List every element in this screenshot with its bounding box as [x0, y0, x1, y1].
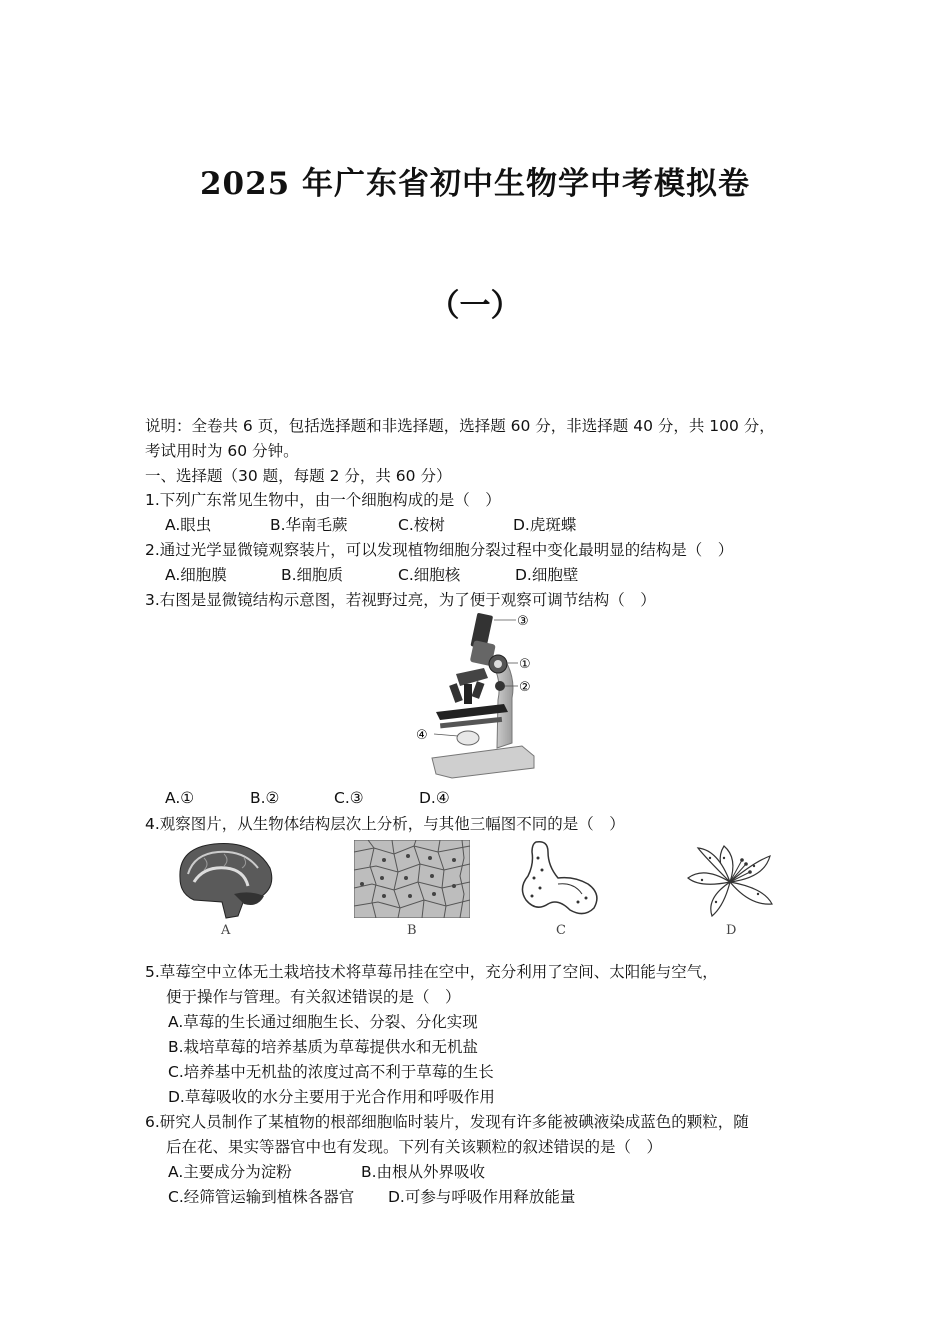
q6-option-c[interactable]: C.经筛管运输到植株各器官 — [168, 1188, 355, 1206]
fig4-caption-d: D — [726, 923, 737, 938]
q1-option-b[interactable]: B.华南毛蕨 — [270, 516, 348, 534]
microscope-label-1: ① — [519, 657, 531, 672]
q1-option-a[interactable]: A.眼虫 — [165, 516, 212, 534]
q5-option-d[interactable]: D.草莓吸收的水分主要用于光合作用和呼吸作用 — [168, 1088, 495, 1106]
brain-figure — [174, 838, 278, 920]
q6-stem-line-2: 后在花、果实等器官中也有发现。下列有关该颗粒的叙述错误的是（ ） — [166, 1138, 663, 1156]
q3-option-b[interactable]: B.② — [250, 789, 280, 807]
microscope-label-4: ④ — [416, 728, 428, 743]
flower-figure — [684, 842, 776, 920]
q3-option-c[interactable]: C.③ — [334, 789, 364, 807]
q6-options-row-1 — [168, 1162, 618, 1182]
q5-option-b[interactable]: B.栽培草莓的培养基质为草莓提供水和无机盐 — [168, 1038, 479, 1056]
q5-option-a[interactable]: A.草莓的生长通过细胞生长、分裂、分化实现 — [168, 1013, 478, 1031]
cell-tissue-figure — [354, 840, 470, 918]
intro-line-2: 考试用时为 60 分钟。 — [145, 442, 299, 460]
q3-stem: 3.右图是显微镜结构示意图，若视野过亮，为了便于观察可调节结构（ ） — [145, 591, 656, 609]
fig4-caption-c: C — [556, 923, 566, 938]
q5-stem-line-1: 5.草莓空中立体无土栽培技术将草莓吊挂在空中，充分利用了空间、太阳能与空气， — [145, 963, 718, 981]
fig4-caption-a: A — [221, 923, 231, 938]
q6-options-row-2 — [168, 1187, 618, 1207]
q3-option-d[interactable]: D.④ — [419, 789, 450, 807]
microscope-label-3: ③ — [517, 614, 529, 629]
q2-option-c[interactable]: C.细胞核 — [398, 566, 461, 584]
q6-option-a[interactable]: A.主要成分为淀粉 — [168, 1163, 292, 1181]
q1-options — [165, 515, 665, 535]
organ-figure — [518, 838, 604, 920]
section-heading: 一、选择题（30 题，每题 2 分，共 60 分） — [145, 467, 452, 485]
q1-option-d[interactable]: D.虎斑蝶 — [513, 516, 577, 534]
q3-option-a[interactable]: A.① — [165, 789, 195, 807]
q6-option-b[interactable]: B.由根从外界吸收 — [361, 1163, 486, 1181]
q2-option-d[interactable]: D.细胞壁 — [515, 566, 579, 584]
q1-stem: 1.下列广东常见生物中，由一个细胞构成的是（ ） — [145, 491, 501, 509]
q5-stem-line-2: 便于操作与管理。有关叙述错误的是（ ） — [166, 988, 461, 1006]
q5-option-c[interactable]: C.培养基中无机盐的浓度过高不利于草莓的生长 — [168, 1063, 494, 1081]
q3-options — [165, 788, 485, 808]
q4-stem: 4.观察图片，从生物体结构层次上分析，与其他三幅图不同的是（ ） — [145, 815, 625, 833]
intro-line-1: 说明：全卷共 6 页，包括选择题和非选择题，选择题 60 分，非选择题 40 分，共 100 分， — [145, 417, 775, 435]
q2-option-b[interactable]: B.细胞质 — [281, 566, 344, 584]
q2-options — [165, 565, 665, 585]
microscope-figure — [412, 608, 542, 784]
microscope-label-2: ② — [519, 680, 531, 695]
q6-stem-line-1: 6.研究人员制作了某植物的根部细胞临时装片，发现有许多能被碘液染成蓝色的颗粒，随 — [145, 1113, 749, 1131]
paper-title: 2025 年广东省初中生物学中考模拟卷 — [199, 166, 751, 202]
fig4-caption-b: B — [407, 923, 417, 938]
q6-option-d[interactable]: D.可参与呼吸作用释放能量 — [388, 1188, 576, 1206]
q2-stem: 2.通过光学显微镜观察装片，可以发现植物细胞分裂过程中变化最明显的结构是（ ） — [145, 541, 734, 559]
paper-subtitle: （一） — [428, 288, 522, 324]
q1-option-c[interactable]: C.桉树 — [398, 516, 445, 534]
q2-option-a[interactable]: A.细胞膜 — [165, 566, 227, 584]
